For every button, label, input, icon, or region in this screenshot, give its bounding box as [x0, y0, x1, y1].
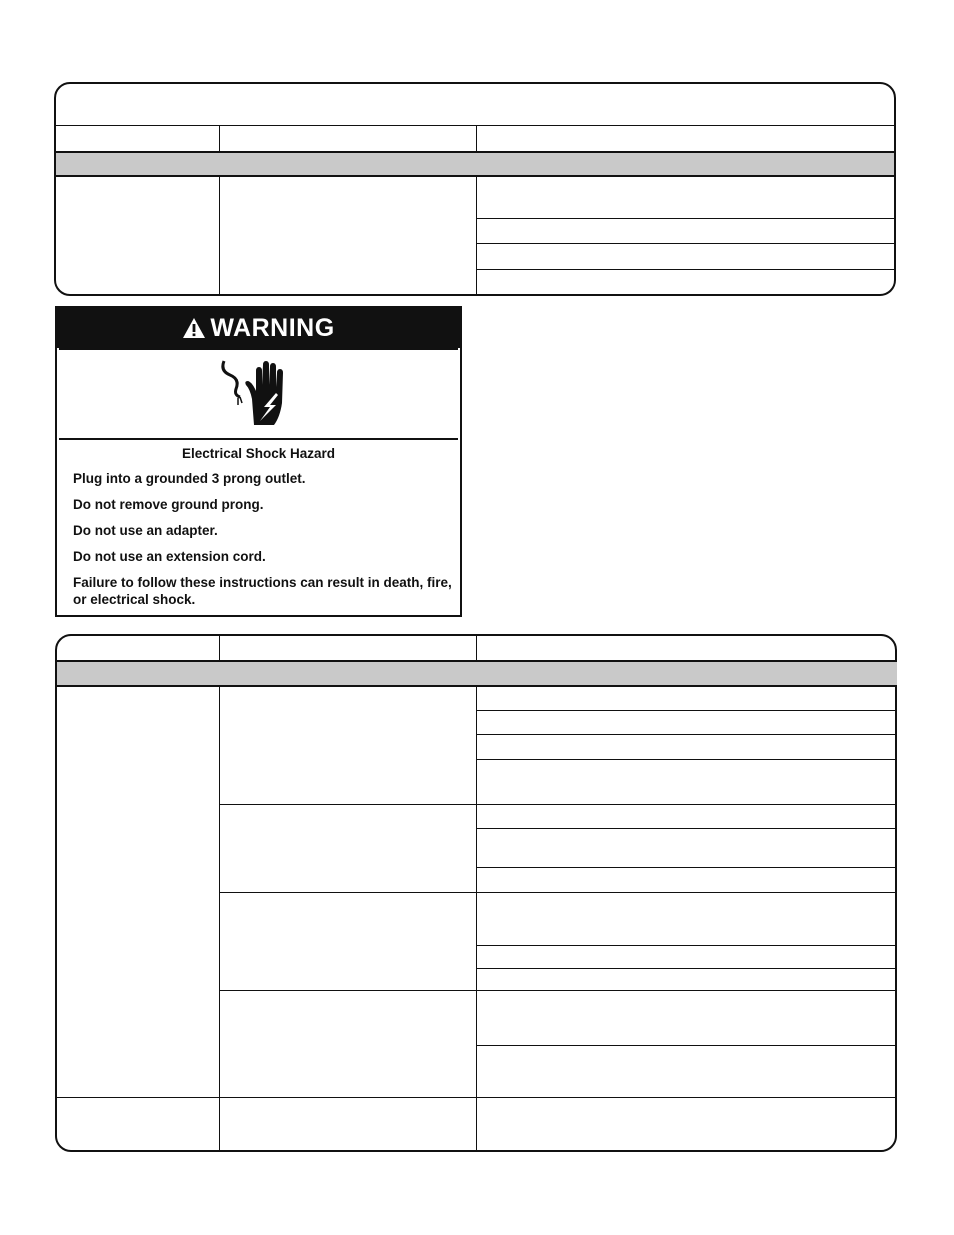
bottom-table-row-line [476, 734, 895, 735]
bottom-table-row-line [476, 968, 895, 969]
top-table-section-band [56, 151, 894, 177]
bottom-table-row-line [57, 1097, 895, 1098]
bottom-table-row-line [219, 804, 895, 805]
bottom-table-col-divider-2 [476, 636, 477, 660]
instruction-line: Failure to follow these instructions can result in death, fire, or electrical shock. [73, 575, 452, 607]
top-table-col-divider-1 [219, 125, 220, 151]
bottom-table-row-line [219, 892, 895, 893]
bottom-table-row-line [476, 867, 895, 868]
bottom-table-row-line [476, 759, 895, 760]
instruction-line: Plug into a grounded 3 prong outlet. [73, 471, 306, 486]
bottom-table-col-divider-1 [219, 636, 220, 660]
instruction-line: Do not use an extension cord. [73, 549, 266, 564]
top-table-col-divider-2b [476, 177, 477, 294]
bottom-table-col-divider-2b [476, 687, 477, 1150]
instruction-line: Do not use an adapter. [73, 523, 218, 538]
warning-box [55, 306, 462, 617]
top-table-row-line [476, 218, 894, 219]
warning-header [57, 308, 460, 348]
hazard-icon-panel [59, 348, 458, 440]
bottom-table-row-line [476, 1045, 895, 1046]
warning-title: WARNING [210, 313, 335, 342]
bottom-table-section-band [57, 660, 897, 687]
warning-triangle-icon [182, 317, 206, 339]
bottom-table-col-divider-1b [219, 687, 220, 1150]
top-table [54, 82, 896, 296]
bottom-table-row-line [476, 710, 895, 711]
top-table-col-divider-1b [219, 177, 220, 294]
hazard-instructions [73, 470, 453, 617]
bottom-table-row-line [476, 945, 895, 946]
bottom-table-row-line [476, 828, 895, 829]
top-table-header-line [56, 125, 894, 126]
instruction-line: Do not remove ground prong. [73, 497, 264, 512]
top-table-col-divider-2 [476, 125, 477, 151]
electric-shock-hand-icon [216, 355, 296, 435]
top-table-row-line [476, 243, 894, 244]
bottom-table-row-line [219, 990, 895, 991]
top-table-row-line [476, 269, 894, 270]
hazard-title: Electrical Shock Hazard [181, 446, 336, 461]
